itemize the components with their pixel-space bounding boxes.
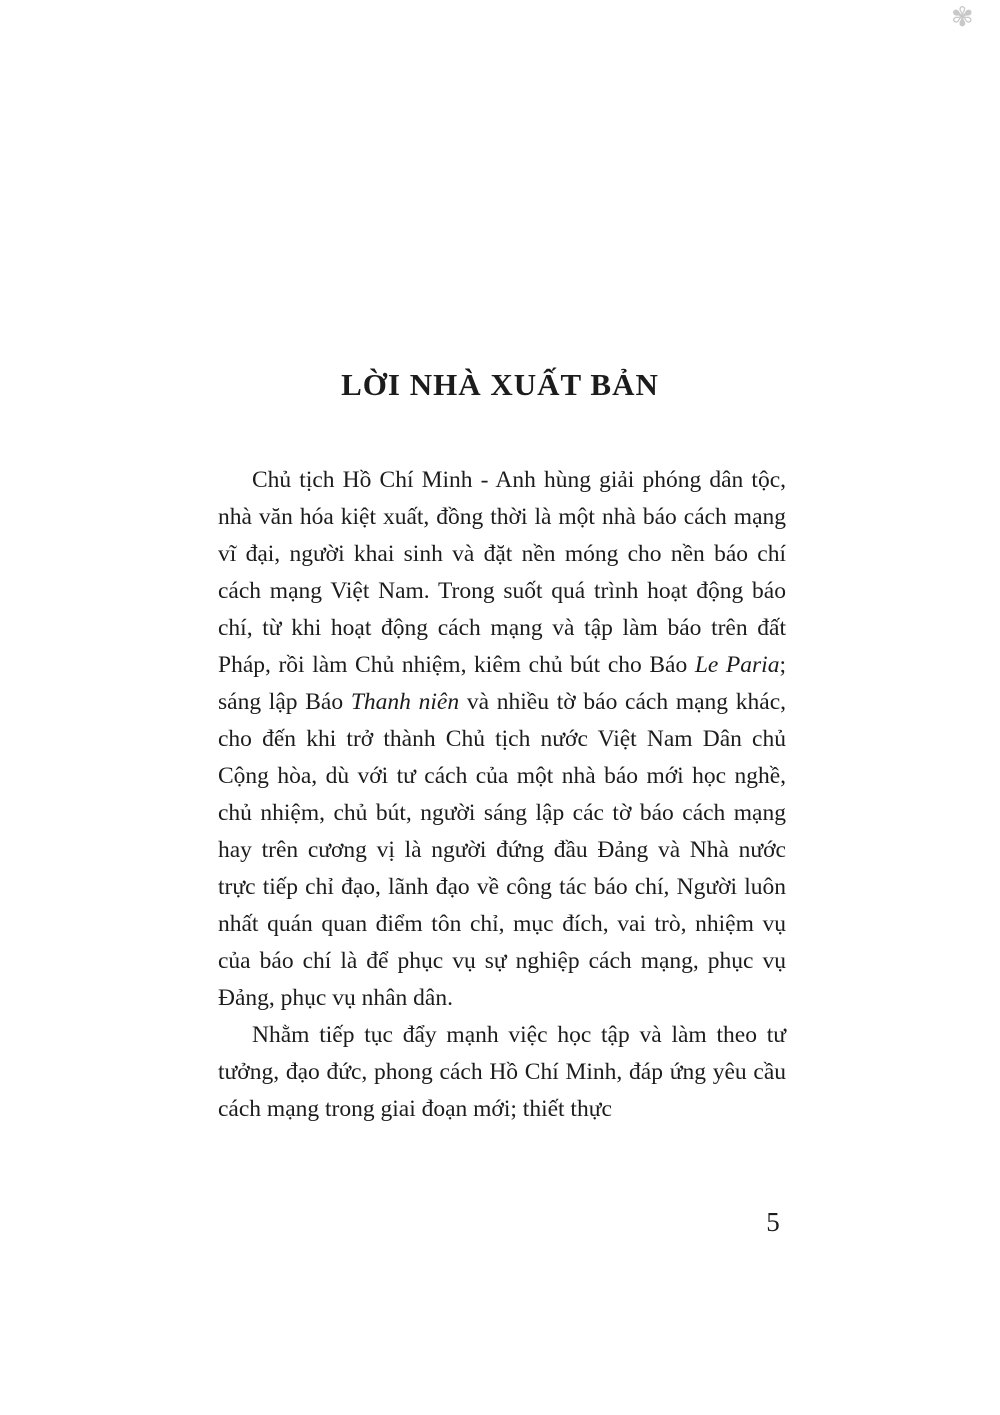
paragraph-1-run-3: ; sáng lập Báo bbox=[218, 652, 786, 715]
florette-icon: ✾ bbox=[951, 2, 974, 33]
paragraph-2 bbox=[218, 1017, 786, 1128]
page-number: 5 bbox=[766, 1207, 780, 1237]
paragraph-1-run-2-italic: Le Paria bbox=[694, 652, 780, 678]
paragraph-1 bbox=[218, 462, 786, 1017]
paragraph-1-run-4-italic: Thanh niên bbox=[350, 689, 460, 715]
paragraph-1-run-1: Chủ tịch Hồ Chí Minh - Anh hùng giải phóng dân tộc, nhà văn hóa kiệt xuất, đồng thời là một nhà báo cách mạng vĩ đại, người khai sinh và đặt nền móng cho nền báo chí cách mạng Việt Nam. Trong suốt quá trình hoạt động báo chí, từ khi hoạt động cách mạng và tập làm báo trên đất Pháp, rồi làm Chủ nhiệm, kiêm chủ bút cho Báo bbox=[218, 467, 786, 678]
paragraph-2-run-1: Nhằm tiếp tục đẩy mạnh việc học tập và làm theo tư tưởng, đạo đức, phong cách Hồ Chí Minh, đáp ứng yêu cầu cách mạng trong giai đoạn mới; thiết thực bbox=[218, 1022, 786, 1122]
body-text bbox=[218, 462, 786, 1128]
page-title: LỜI NHÀ XUẤT BẢN bbox=[341, 366, 659, 402]
paragraph-1-run-5: và nhiều tờ báo cách mạng khác, cho đến khi trở thành Chủ tịch nước Việt Nam Dân chủ Cộng hòa, dù với tư cách của một nhà báo mới học nghề, chủ nhiệm, chủ bút, người sáng lập các tờ báo cách mạng hay trên cương vị là người đứng đầu Đảng và Nhà nước trực tiếp chỉ đạo, lãnh đạo về công tác báo chí, Người luôn nhất quán quan điểm tôn chỉ, mục đích, vai trò, nhiệm vụ của báo chí là để phục vụ sự nghiệp cách mạng, phục vụ Đảng, phục vụ nhân dân. bbox=[218, 689, 787, 1011]
